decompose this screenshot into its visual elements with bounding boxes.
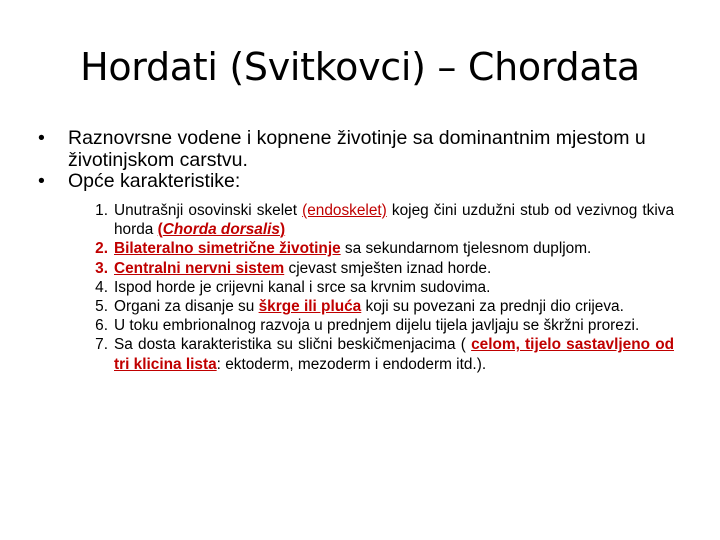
numbered-list — [78, 201, 674, 374]
bullet-item — [38, 171, 678, 193]
list-item-2 — [78, 239, 674, 258]
highlight-term: celom, tijelo sastavljeno od tri klicina lista — [114, 336, 674, 373]
item-text: cjevast smješten iznad horde. — [284, 259, 492, 277]
item-text: kojeg čini uzdužni stub od vezivnog tkiva horda — [114, 202, 675, 239]
bullet-text: Opće karakteristike: — [68, 170, 241, 192]
list-item-4 — [78, 278, 674, 297]
slide-title: Hordati (Svitkovci) – Chordata — [80, 45, 640, 89]
highlight-term: (endoskelet) — [302, 202, 387, 219]
highlight-term: škrge ili pluća — [258, 298, 362, 316]
bullet-text: Raznovrsne vodene i kopnene životinje sa dominantnim mjestom u životinjskom carstvu. — [68, 127, 646, 171]
item-text: Sa dosta karakteristika su slični beskičmenjacima ( — [114, 336, 472, 354]
item-number: 5. — [95, 298, 108, 316]
item-number: 2. — [95, 240, 108, 258]
list-item-6 — [78, 316, 674, 335]
bullet-icon: • — [38, 170, 45, 192]
item-number: 6. — [95, 317, 108, 335]
list-item-1 — [78, 201, 674, 239]
list-item-7 — [78, 335, 674, 373]
item-number: 7. — [95, 336, 108, 354]
item-text: : ektoderm, mezoderm i endoderm itd.). — [216, 355, 487, 373]
highlight-term: (Chorda dorsalis) — [157, 221, 286, 239]
list-item-3 — [78, 259, 674, 278]
highlight-term: Centralni nervni sistem — [114, 259, 285, 277]
item-number: 1. — [95, 202, 108, 219]
item-text: koji su povezani za prednji dio crijeva. — [361, 298, 624, 316]
item-text: Unutrašnji osovinski skelet — [114, 202, 303, 219]
bullet-icon: • — [38, 127, 45, 149]
bullet-item — [38, 128, 678, 171]
bullet-list — [38, 128, 678, 193]
item-text: U toku embrionalnog razvoja u prednjem dijelu tijela javljaju se škržni prorezi. — [114, 317, 640, 335]
highlight-term: Bilateralno simetrične životinje — [114, 240, 341, 258]
item-text: Ispod horde je crijevni kanal i srce sa krvnim sudovima. — [114, 278, 491, 296]
item-text: Organi za disanje su — [114, 298, 259, 316]
list-item-5 — [78, 297, 674, 316]
item-text: sa sekundarnom tjelesnom dupljom. — [340, 240, 592, 258]
item-number: 4. — [95, 278, 108, 296]
item-number: 3. — [95, 259, 108, 277]
